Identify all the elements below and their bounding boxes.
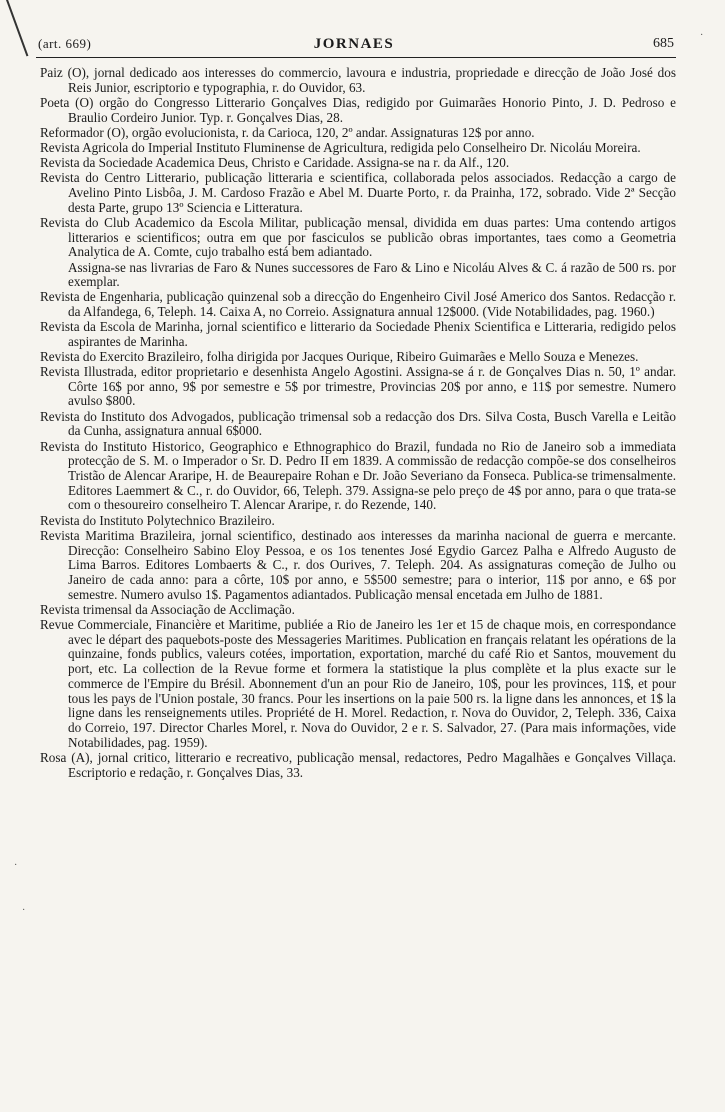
entry-paiz: Paiz (O), jornal dedicado aos interesses do commercio, lavoura e industria, propriedade e direcção de João José dos Reis Junior, escriptorio e typographia, r. do Ouvidor, 63.	[40, 65, 676, 95]
scan-mark	[6, 0, 28, 56]
page-title: JORNAES	[313, 36, 395, 52]
entry-reformador: Reformador (O), orgão evolucionista, r. da Carioca, 120, 2º andar. Assignaturas 12$ por anno.	[40, 124, 535, 140]
scan-speck: ·	[22, 905, 26, 916]
entry-revista-instituto-advogados: Revista do Instituto dos Advogados, publicação trimensal sob a redacção dos Drs. Silva Costa, Busch Varella e Leitão da Cunha, assignatura annual 6$000.	[40, 408, 676, 439]
entry-revista-trimensal: Revista trimensal da Associação de Acclimação.	[40, 601, 295, 617]
entry-revista-club-academico-subscription: Assigna-se nas livrarias de Faro & Nunes successores de Faro & Lino e Nicoláu Alves & C. á razão de 500 rs. por exemplar.	[68, 259, 676, 290]
entry-poeta: Poeta (O) orgão do Congresso Litterario Gonçalves Dias, redigido por Guimarães Honorio Pinto, J. D. Pedroso e Braulio Cordeiro Junior. Typ. r. Gonçalves Dias, 28.	[40, 94, 676, 125]
entry-revista-centro-litterario: Revista do Centro Litterario, publicação litteraria e scientifica, collaborada pelos associados. Redacção a cargo de Avelino Pinto Lisbôa, J. M. Cardoso Frazão e Abel M. Duarte Porto, r. da Prainha, 172, sobrado. Vide 2ª Secção desta Parte, grupo 13º Sciencia e Litteratura.	[40, 170, 676, 215]
page-header	[34, 36, 674, 56]
entry-revista-exercito: Revista do Exercito Brazileiro, folha dirigida por Jacques Ourique, Ribeiro Guimarães e Mello Souza e Menezes.	[40, 348, 639, 364]
entry-revista-illustrada: Revista Illustrada, editor proprietario e desenhista Angelo Agostini. Assigna-se á r. de Gonçalves Dias n. 50, 1º andar. Côrte 16$ por anno, 9$ por semestre e 5$ por trimestre, Provincias 20$ por anno, e 11$ por semestre. Numero avulso $800.	[40, 364, 676, 409]
entry-revista-instituto-historico: Revista do Instituto Historico, Geographico e Ethnographico do Brazil, fundada no Rio de Janeiro sob a immediata protecção de S. M. o Imperador o Sr. D. Pedro II em 1839. A commissão de redacção compõe-se dos conselheiros Tristão de Alencar Araripe, H. de Beaurepaire Rohan e Dr. João Severiano da Fonseca. Publica-se trimensalmente. Editores Laemmert & C., r. do Ouvidor, 66, Teleph. 379. Assigna-se pelo preço de 4$ por anno, para o que trata-se com o thesoureiro conselheiro T. Alencar Araripe, r. do Rezende, 140.	[40, 438, 676, 513]
header-rule	[36, 57, 676, 58]
scan-speck: ·	[14, 860, 18, 871]
entry-revista-escola-marinha: Revista da Escola de Marinha, jornal scientifico e litterario da Sociedade Phenix Scientifica e Litteraria, redigido pelos aspirantes de Marinha.	[40, 318, 676, 349]
entry-revista-instituto-polytechnico: Revista do Instituto Polytechnico Brazileiro.	[40, 512, 275, 528]
entries-list	[40, 66, 676, 781]
entry-revista-engenharia: Revista de Engenharia, publicação quinzenal sob a direcção do Engenheiro Civil José Americo dos Santos. Redacção r. da Alfandega, 6, Teleph. 14. Caixa A, no Correio. Assignatura annual 12$000. (Vide Notabilidades, pag. 1960.)	[40, 289, 676, 319]
scan-speck: ·	[700, 30, 704, 41]
entry-rosa: Rosa (A), jornal critico, litterario e recreativo, publicação mensal, redactores, Pedro Magalhães e Gonçalves Villaça. Escriptorio e redação, r. Gonçalves Dias, 33.	[40, 749, 676, 780]
entry-revista-agricola: Revista Agricola do Imperial Instituto Fluminense de Agricultura, redigida pelo Conselheiro Dr. Nicoláu Moreira.	[40, 140, 641, 156]
entry-revue-commerciale: Revue Commerciale, Financière et Maritime, publiée a Rio de Janeiro les 1er et 15 de chaque mois, en correspondance avec le départ des paquebots-poste des Messageries Maritimes. Publication en français relatant les opérations de la quinzaine, fonds publics, valeurs cotées, importation, exportation, marché du café Rio et Santos, mouvement du port, etc. La collection de la Revue forme et formera la statistique la plus complète et la plus exacte sur le commerce de l'Empire du Brésil. Abonnement d'un an pour Rio de Janeiro, 10$, pour les provinces, 11$, et pour tous les pays de l'Union postale, 30 francs. Pour les insertions on la paie 500 rs. la ligne dans les annonces, et 1$ la ligne dans les renseignements utiles. Propriété de H. Morel. Redaction, r. Nova do Ouvidor, 2, Teleph. 336, Caixa do Correio, 197. Director Charles Morel, r. Nova do Ouvidor, 2 e r. S. Salvador, 27. (Para mais informações, vide Notabilidades, pag. 1959).	[40, 617, 676, 750]
page-number: 685	[653, 36, 674, 51]
entry-revista-maritima: Revista Maritima Brazileira, jornal scientifico, destinado aos interesses da marinha nacional de guerra e mercante. Direcção: Conselheiro Sabino Eloy Pessoa, e os 1os tenentes José Egydio Garcez Palha e Alfredo Augusto de Lima Barros. Editores Lombaerts & C., r. dos Ourives, 7. Teleph. 204. As assignaturas começão de Julho ou Janeiro de cada anno: para a côrte, 10$ por anno, e 5$500 semestre; para o interior, 11$ por anno, e 6$ por semestre. Numero avulso 1$. Pagamentos adiantados. Publicação mensal encetada em Julho de 1881.	[40, 527, 676, 602]
entry-revista-sociedade-academica: Revista da Sociedade Academica Deus, Christo e Caridade. Assigna-se na r. da Alf., 120.	[40, 155, 510, 171]
article-reference: (art. 669)	[38, 36, 92, 51]
entry-revista-club-academico: Revista do Club Academico da Escola Militar, publicação mensal, dividida em duas partes: Uma contendo artigos litterarios e scientificos; outra em que por fasciculos se publicão obras importantes, taes como a Geometria Analytica de A. Comte, cujo trabalho está bem adiantado.	[40, 215, 676, 260]
